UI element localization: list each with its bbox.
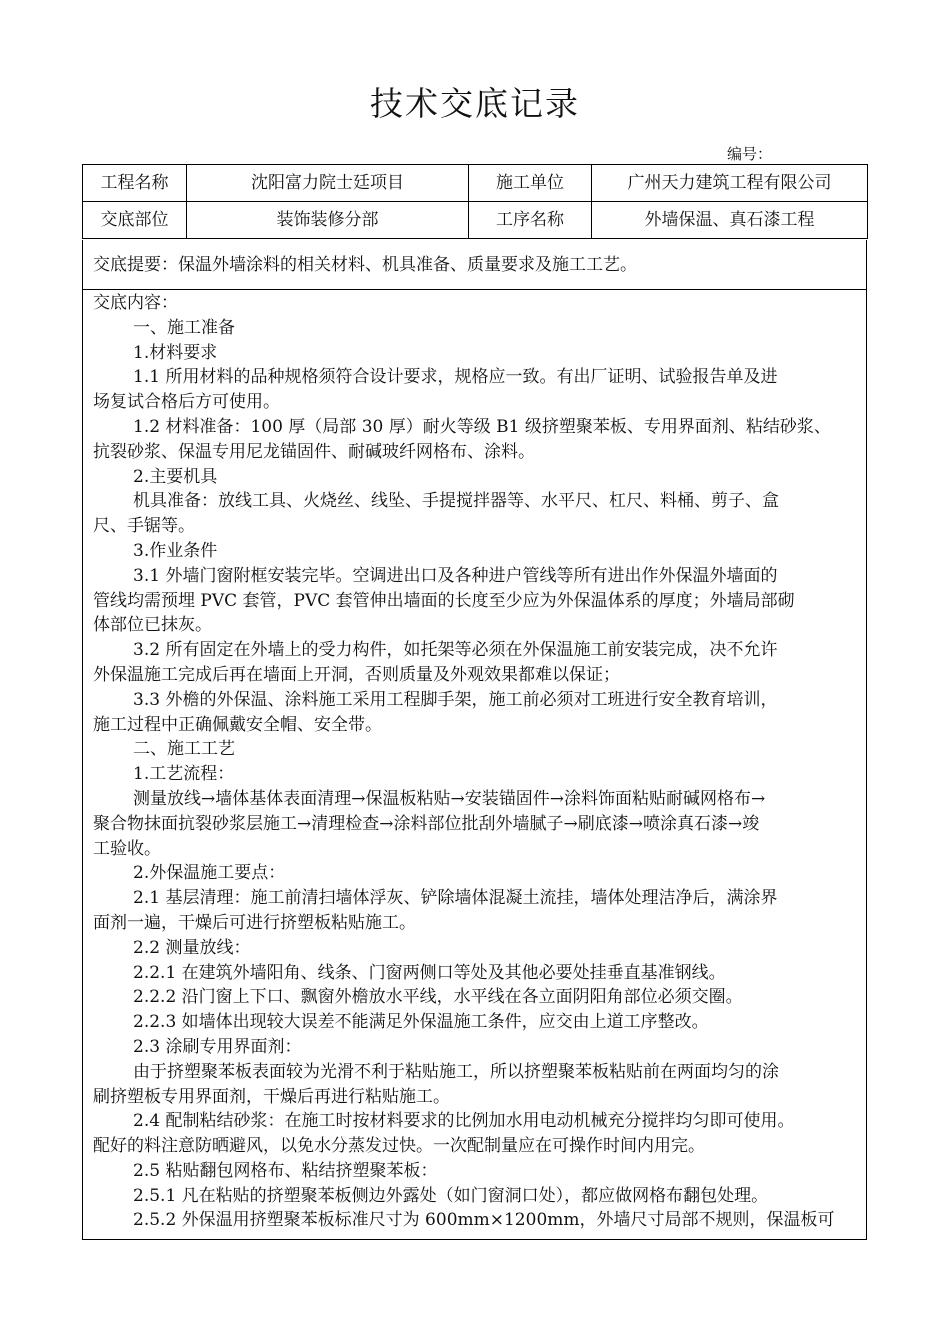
content-line: 体部位已抹灰。 — [93, 615, 212, 636]
process-label: 工序名称 — [469, 202, 592, 239]
content-line: 2.2.2 沿门窗上下口、飘窗外檐放水平线，水平线在各立面阴阳角部位必须交圈。 — [133, 987, 743, 1008]
content-line: 聚合物抹面抗裂砂浆层施工→清理检查→涂料部位批刮外墙腻子→刷底漆→喷涂真石漆→竣 — [93, 813, 760, 834]
content-line: 1.2 材料准备：100 厚（局部 30 厚）耐火等级 B1 级挤塑聚苯板、专用界面剂、粘结砂浆、 — [133, 416, 831, 437]
part-value: 装饰装修分部 — [187, 202, 469, 239]
content-line: 测量放线→墙体基体表面清理→保温板粘贴→安装锚固件→涂料饰面粘贴耐碱网格布→ — [133, 788, 766, 809]
content-line: 由于挤塑聚苯板表面较为光滑不利于粘贴施工，所以挤塑聚苯板粘贴前在两面均匀的涂 — [133, 1061, 779, 1082]
part-label: 交底部位 — [83, 202, 187, 239]
content-line: 配好的料注意防晒避风，以免水分蒸发过快。一次配制量应在可操作时间内用完。 — [93, 1136, 705, 1157]
content-line: 3.2 所有固定在外墙上的受力构件，如托架等必须在外保温施工前安装完成，决不允许 — [133, 640, 778, 661]
content-line: 场复试合格后方可使用。 — [93, 392, 280, 413]
header-row-1 — [83, 165, 868, 202]
content-line: 2.5 粘贴翻包网格布、粘结挤塑聚苯板： — [133, 1160, 438, 1181]
content-line: 二、施工工艺 — [133, 739, 235, 760]
content-line: 2.主要机具 — [133, 466, 218, 487]
project-name-label: 工程名称 — [83, 165, 187, 202]
content-line: 3.作业条件 — [133, 540, 218, 561]
project-name-value: 沈阳富力院士廷项目 — [187, 165, 469, 202]
document-title: 技术交底记录 — [370, 84, 580, 123]
header-table — [82, 164, 868, 239]
process-value: 外墙保温、真石漆工程 — [592, 202, 868, 239]
content-line: 1.1 所用材料的品种规格须符合设计要求，规格应一致。有出厂证明、试验报告单及进 — [133, 367, 778, 388]
content-line: 2.3 涂刷专用界面剂： — [133, 1036, 302, 1057]
content-line: 2.2.1 在建筑外墙阳角、线条、门窗两侧口等处及其他必要处挂垂直基准钢线。 — [133, 962, 726, 983]
content-line: 尺、手锯等。 — [93, 516, 195, 537]
contractor-value: 广州天力建筑工程有限公司 — [592, 165, 868, 202]
content-line: 3.1 外墙门窗附框安装完毕。空调进出口及各种进户管线等所有进出作外保温外墙面的 — [133, 565, 778, 586]
content-line: 3.3 外檐的外保温、涂料施工采用工程脚手架，施工前必须对工班进行安全教育培训， — [133, 689, 778, 710]
header-row-2 — [83, 202, 868, 239]
content-line: 2.2.3 如墙体出现较大误差不能满足外保温施工条件，应交由上道工序整改。 — [133, 1012, 709, 1033]
content-line: 管线均需预埋 PVC 套管，PVC 套管伸出墙面的长度至少应为外保温体系的厚度；外墙局部砌 — [93, 590, 795, 611]
content-line: 2.4 配制粘结砂浆：在施工时按材料要求的比例加水用电动机械充分搅拌均匀即可使用。 — [133, 1111, 795, 1132]
content-line: 2.外保温施工要点： — [133, 863, 286, 884]
content-line: 2.1 基层清理：施工前清扫墙体浮灰、铲除墙体混凝土流挂，墙体处理洁净后，满涂界 — [133, 888, 778, 909]
content-line: 施工过程中正确佩戴安全帽、安全带。 — [93, 714, 382, 735]
contractor-label: 施工单位 — [469, 165, 592, 202]
content-line: 2.5.1 凡在粘贴的挤塑聚苯板侧边外露处（如门窗洞口处），都应做网格布翻包处理。 — [133, 1185, 769, 1206]
content-label: 交底内容： — [93, 293, 178, 313]
content-line: 工验收。 — [93, 838, 161, 859]
content-line: 2.2 测量放线： — [133, 937, 251, 958]
disclosure-content — [82, 290, 867, 1240]
content-line: 1.材料要求 — [133, 342, 218, 363]
content-line: 面剂一遍，干燥后可进行挤塑板粘贴施工。 — [93, 912, 416, 933]
content-line: 1.工艺流程： — [133, 764, 235, 785]
content-line: 刷挤塑板专用界面剂，干燥后再进行粘贴施工。 — [93, 1086, 450, 1107]
content-line: 外保温施工完成后再在墙面上开洞，否则质量及外观效果都难以保证； — [93, 664, 620, 685]
disclosure-summary: 交底提要：保温外墙涂料的相关材料、机具准备、质量要求及施工工艺。 — [82, 240, 867, 290]
document-number-label: 编号： — [727, 145, 773, 163]
content-line: 机具准备：放线工具、火烧丝、线坠、手提搅拌器等、水平尺、杠尺、料桶、剪子、盒 — [133, 491, 779, 512]
content-line: 抗裂砂浆、保温专用尼龙锚固件、耐碱玻纤网格布、涂料。 — [93, 441, 535, 462]
content-line: 2.5.2 外保温用挤塑聚苯板标准尺寸为 600mm×1200mm，外墙尺寸局部不规则，保温板可 — [133, 1210, 835, 1231]
content-line: 一、施工准备 — [133, 317, 235, 338]
